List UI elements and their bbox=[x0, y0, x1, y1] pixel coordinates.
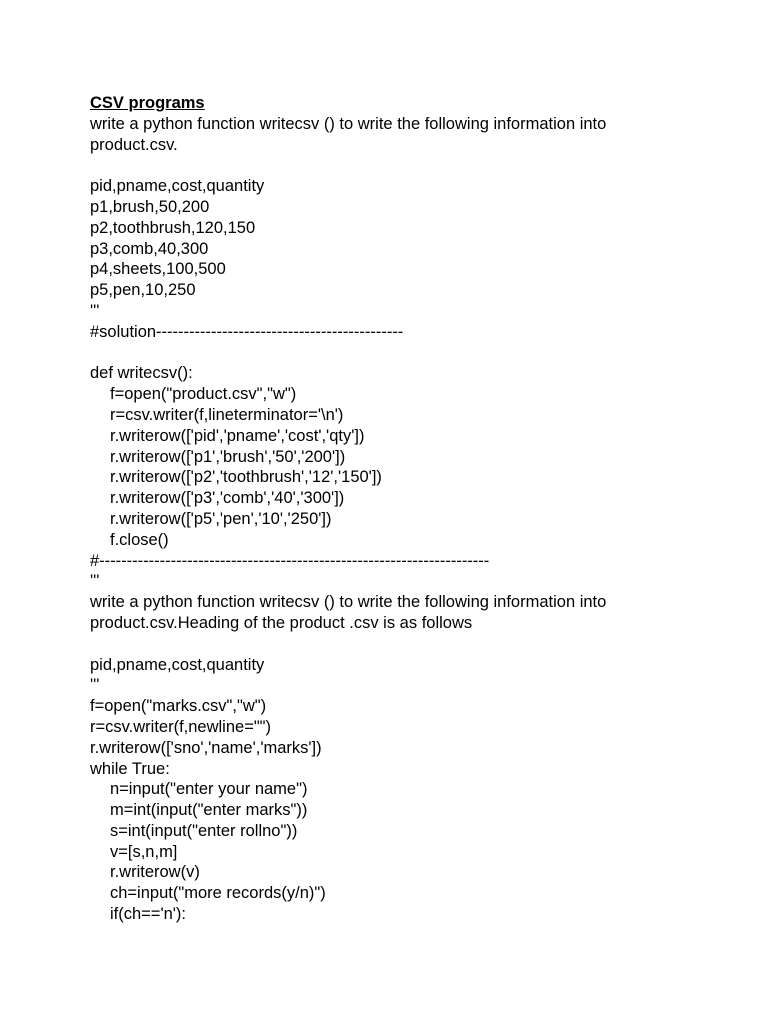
code-line-indented: if(ch=='n'): bbox=[110, 905, 186, 924]
text-line: r.writerow(['sno','name','marks']) bbox=[90, 738, 322, 757]
code-line-indented: f.close() bbox=[110, 530, 169, 549]
blank-line bbox=[90, 343, 750, 364]
text-line: def writecsv(): bbox=[90, 364, 193, 383]
text-line: p1,brush,50,200 bbox=[90, 197, 210, 216]
text-line: write a python function writecsv () to write the following information into bbox=[90, 593, 607, 612]
code-line-indented: v=[s,n,m] bbox=[110, 842, 178, 861]
document-body bbox=[90, 114, 750, 925]
code-line-indented: m=int(input("enter marks")) bbox=[110, 801, 308, 820]
text-line: ''' bbox=[90, 676, 100, 695]
text-line: #----------------------------------------------------------------------- bbox=[90, 551, 490, 570]
text-line: f=open("marks.csv","w") bbox=[90, 697, 267, 716]
text-line: write a python function writecsv () to write the following information into bbox=[90, 114, 607, 133]
code-line-indented: r.writerow(v) bbox=[110, 863, 200, 882]
code-line-indented: n=input("enter your name") bbox=[110, 780, 308, 799]
code-line-indented: r.writerow(['p3','comb','40','300']) bbox=[110, 489, 345, 508]
text-line: r=csv.writer(f,newline="") bbox=[90, 717, 272, 736]
text-line: product.csv.Heading of the product .csv is as follows bbox=[90, 613, 473, 632]
code-line-indented: r.writerow(['pid','pname','cost','qty']) bbox=[110, 426, 365, 445]
code-line-indented: r.writerow(['p2','toothbrush','12','150']) bbox=[110, 468, 382, 487]
blank-line bbox=[90, 634, 750, 655]
text-line: product.csv. bbox=[90, 135, 178, 154]
code-line-indented: r=csv.writer(f,lineterminator='\n') bbox=[110, 405, 344, 424]
text-line: p2,toothbrush,120,150 bbox=[90, 218, 256, 237]
text-line: p4,sheets,100,500 bbox=[90, 260, 226, 279]
document-title: CSV programs bbox=[90, 94, 205, 112]
text-line: ''' bbox=[90, 301, 100, 320]
code-line-indented: r.writerow(['p5','pen','10','250']) bbox=[110, 509, 332, 528]
text-line: ''' bbox=[90, 572, 100, 591]
blank-line bbox=[90, 155, 750, 176]
text-line: pid,pname,cost,quantity bbox=[90, 655, 265, 674]
code-line-indented: f=open("product.csv","w") bbox=[110, 385, 297, 404]
code-line-indented: ch=input("more records(y/n)") bbox=[110, 884, 326, 903]
code-line-indented: r.writerow(['p1','brush','50','200']) bbox=[110, 447, 346, 466]
text-line: p5,pen,10,250 bbox=[90, 281, 196, 300]
text-line: pid,pname,cost,quantity bbox=[90, 177, 265, 196]
text-line: while True: bbox=[90, 759, 170, 778]
document-page bbox=[90, 93, 750, 925]
text-line: p3,comb,40,300 bbox=[90, 239, 209, 258]
code-line-indented: s=int(input("enter rollno")) bbox=[110, 821, 298, 840]
text-line: #solution--------------------------------------------- bbox=[90, 322, 404, 341]
